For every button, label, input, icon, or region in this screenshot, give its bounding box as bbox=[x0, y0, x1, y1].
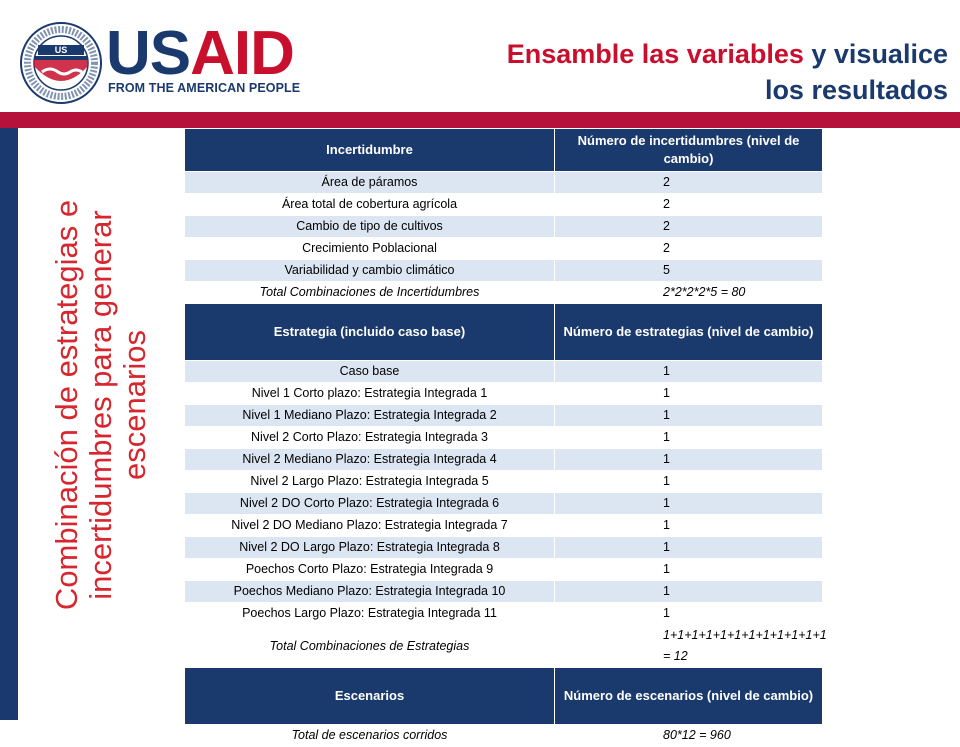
strategies-rows bbox=[185, 361, 823, 625]
vertical-caption bbox=[40, 150, 162, 660]
usaid-seal-icon bbox=[20, 22, 102, 104]
row-name: Nivel 1 Mediano Plazo: Estrategia Integrada 2 bbox=[185, 405, 555, 427]
uncertainties-total-row bbox=[185, 282, 823, 304]
strategies-total-value: 1+1+1+1+1+1+1+1+1+1+1+1 = 12 bbox=[555, 625, 823, 668]
table-row bbox=[185, 603, 823, 625]
table-row bbox=[185, 449, 823, 471]
left-navy-bar bbox=[0, 128, 18, 720]
header bbox=[0, 0, 960, 112]
wordmark-aid: AID bbox=[190, 19, 294, 88]
row-value: 2 bbox=[555, 238, 823, 260]
row-name: Cambio de tipo de cultivos bbox=[185, 216, 555, 238]
row-value: 1 bbox=[555, 383, 823, 405]
row-name: Poechos Mediano Plazo: Estrategia Integrada 10 bbox=[185, 581, 555, 603]
table-row bbox=[185, 427, 823, 449]
uncertainties-total-label: Total Combinaciones de Incertidumbres bbox=[185, 282, 555, 304]
row-value: 1 bbox=[555, 449, 823, 471]
strategies-total-row bbox=[185, 625, 823, 668]
row-name: Área de páramos bbox=[185, 172, 555, 194]
vertical-caption-text bbox=[50, 200, 152, 610]
vertical-caption-line3: escenarios bbox=[117, 330, 153, 480]
row-value: 1 bbox=[555, 361, 823, 383]
row-name: Nivel 2 Largo Plazo: Estrategia Integrada 5 bbox=[185, 471, 555, 493]
row-name: Caso base bbox=[185, 361, 555, 383]
row-name: Crecimiento Poblacional bbox=[185, 238, 555, 260]
row-value: 1 bbox=[555, 559, 823, 581]
row-value: 1 bbox=[555, 493, 823, 515]
row-value: 1 bbox=[555, 427, 823, 449]
red-divider-bar bbox=[0, 112, 960, 128]
table-row bbox=[185, 194, 823, 216]
row-value: 2 bbox=[555, 216, 823, 238]
row-value: 1 bbox=[555, 581, 823, 603]
strategies-header-row bbox=[185, 304, 823, 361]
title-part2: y visualice bbox=[803, 39, 948, 69]
row-name: Nivel 2 DO Mediano Plazo: Estrategia Integrada 7 bbox=[185, 515, 555, 537]
table-row bbox=[185, 471, 823, 493]
table-row bbox=[185, 405, 823, 427]
scenarios-section bbox=[185, 668, 823, 747]
table-row bbox=[185, 172, 823, 194]
scenarios-header-col2: Número de escenarios (nivel de cambio) bbox=[555, 668, 823, 725]
row-value: 1 bbox=[555, 603, 823, 625]
scenarios-total-row bbox=[185, 725, 823, 747]
row-name: Nivel 2 Mediano Plazo: Estrategia Integrada 4 bbox=[185, 449, 555, 471]
title-line2: los resultados bbox=[764, 75, 948, 105]
scenarios-total-value: 80*12 = 960 bbox=[555, 725, 823, 747]
table-row bbox=[185, 383, 823, 405]
row-name: Nivel 1 Corto plazo: Estrategia Integrada 1 bbox=[185, 383, 555, 405]
seal-text: US bbox=[54, 45, 68, 55]
scenarios-total-label: Total de escenarios corridos bbox=[185, 725, 555, 747]
tagline: FROM THE AMERICAN PEOPLE bbox=[108, 81, 301, 95]
table-row bbox=[185, 537, 823, 559]
uncertainties-header-col2: Número de incertidumbres (nivel de cambio) bbox=[555, 129, 823, 172]
row-name: Área total de cobertura agrícola bbox=[185, 194, 555, 216]
table-row bbox=[185, 361, 823, 383]
vertical-caption-line1: Combinación de estrategias e bbox=[49, 199, 85, 611]
row-value: 2 bbox=[555, 172, 823, 194]
strategies-total bbox=[185, 625, 827, 668]
table-row bbox=[185, 515, 823, 537]
uncertainties-header-col1: Incertidumbre bbox=[185, 129, 555, 172]
row-name: Poechos Largo Plazo: Estrategia Integrada 11 bbox=[185, 603, 555, 625]
strategies-header-col2: Número de estrategias (nivel de cambio) bbox=[555, 304, 823, 361]
uncertainties-header-row bbox=[185, 129, 823, 172]
row-name: Nivel 2 Corto Plazo: Estrategia Integrada 3 bbox=[185, 427, 555, 449]
row-name: Variabilidad y cambio climático bbox=[185, 260, 555, 282]
scenarios-header-row bbox=[185, 668, 823, 725]
row-value: 1 bbox=[555, 471, 823, 493]
table-row bbox=[185, 216, 823, 238]
uncertainties-section bbox=[185, 129, 823, 172]
strategies-header-col1: Estrategia (incluido caso base) bbox=[185, 304, 555, 361]
row-value: 1 bbox=[555, 537, 823, 559]
slide-title bbox=[428, 36, 948, 108]
wordmark-us: US bbox=[106, 19, 191, 88]
row-value: 1 bbox=[555, 405, 823, 427]
row-value: 5 bbox=[555, 260, 823, 282]
table-row bbox=[185, 559, 823, 581]
row-name: Nivel 2 DO Corto Plazo: Estrategia Integrada 6 bbox=[185, 493, 555, 515]
table-row bbox=[185, 581, 823, 603]
scenarios-header-col1: Escenarios bbox=[185, 668, 555, 725]
title-part1: Ensamble las variables bbox=[506, 39, 804, 69]
row-value: 1 bbox=[555, 515, 823, 537]
uncertainties-rows bbox=[185, 172, 823, 282]
row-value: 2 bbox=[555, 194, 823, 216]
table-row bbox=[185, 493, 823, 515]
strategies-total-label: Total Combinaciones de Estrategias bbox=[185, 625, 555, 668]
usaid-wordmark bbox=[106, 19, 294, 88]
uncertainties-total-value: 2*2*2*2*5 = 80 bbox=[555, 282, 823, 304]
scenario-table bbox=[184, 128, 827, 747]
table-row bbox=[185, 238, 823, 260]
uncertainties-total bbox=[185, 282, 823, 304]
table-row bbox=[185, 260, 823, 282]
row-name: Nivel 2 DO Largo Plazo: Estrategia Integrada 8 bbox=[185, 537, 555, 559]
row-name: Poechos Corto Plazo: Estrategia Integrada 9 bbox=[185, 559, 555, 581]
vertical-caption-line2: incertidumbres para generar bbox=[83, 210, 119, 600]
strategies-section bbox=[185, 304, 823, 361]
